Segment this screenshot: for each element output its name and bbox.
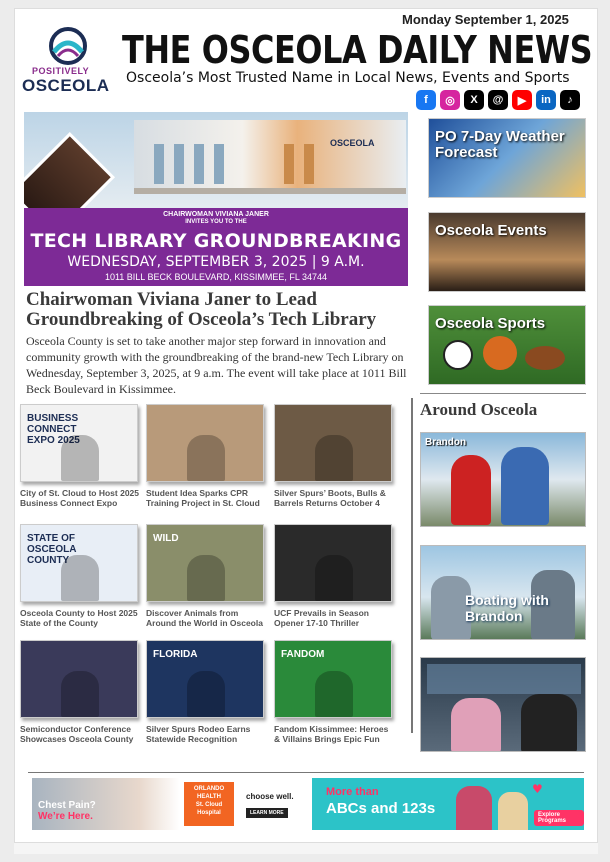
youtube-icon[interactable]: ▶ [512,90,532,110]
ad2-headline: More than [326,786,379,798]
header-date: Monday September 1, 2025 [402,12,569,27]
child-figure [456,786,492,830]
story-caption[interactable]: Silver Spurs Rodeo Earns Statewide Recognition [146,724,251,744]
weather-forecast-label: PO 7-Day Weather Forecast [435,128,565,161]
photo-subject [61,435,99,481]
masthead-title[interactable]: THE OSCEOLA DAILY NEWS [122,28,593,72]
footer-strip [14,842,598,854]
story-caption[interactable]: Discover Animals from Around the World in Osceola [146,608,263,628]
photo-subject [61,671,99,717]
story-card[interactable] [274,640,394,744]
photo-subject [315,671,353,717]
early-learning-ad[interactable] [312,778,584,830]
story-card[interactable] [20,640,140,744]
around-item-label: Boating with Brandon [465,592,549,624]
hero-date: WEDNESDAY, SEPTEMBER 3, 2025 | 9 A.M. [67,254,365,270]
photo-subject [315,435,353,481]
story-card[interactable] [146,404,266,508]
story-caption[interactable]: City of St. Cloud to Host 2025 Business Connect Expo [20,488,140,508]
studio-screens [427,664,581,694]
orlando-health-ad[interactable] [32,778,300,830]
logo-osceola-text: OSCEOLA [22,76,110,95]
explore-programs-button[interactable]: Explore Programs [534,810,584,826]
around-item-studio[interactable] [420,657,586,752]
logo-positively-text: POSITIVELY [32,66,90,76]
story-card[interactable] [20,404,140,508]
ad1-brand: ORLANDO HEALTH [193,786,225,800]
osceola-events-ad[interactable] [428,212,586,292]
story-card[interactable] [20,524,140,628]
photo-subject [315,555,353,601]
heart-icon: ♥ [532,782,543,796]
person-figure [501,447,549,525]
hero-address: 1011 BILL BECK BOULEVARD, KISSIMMEE, FL 34744 [104,272,328,282]
person-figure [521,694,577,752]
person-figure [451,455,491,525]
story-caption[interactable]: Silver Spurs’ Boots, Bulls & Barrels Returns October 4 [274,488,386,508]
osceola-sports-ad[interactable] [428,305,586,385]
story-thumbnail[interactable] [20,404,138,482]
hero-title: TECH LIBRARY GROUNDBREAKING [30,230,402,252]
around-item-boating[interactable] [420,545,586,640]
basketball-icon [483,336,517,370]
social-links [416,90,580,110]
facebook-icon[interactable]: f [416,90,436,110]
around-item-brandon[interactable] [420,432,586,527]
ad1-subheadline: We’re Here. [38,811,93,822]
story-thumbnail[interactable] [274,404,392,482]
hero-banner[interactable] [24,112,408,286]
linkedin-icon[interactable]: in [536,90,556,110]
story-thumbnail[interactable] [146,640,264,718]
story-thumbnail[interactable] [274,524,392,602]
thumbnail-text: WILD [153,533,179,544]
around-osceola-title: Around Osceola [420,400,538,419]
masthead-tagline: Osceola’s Most Trusted Name in Local News, Events and Sports [126,70,570,86]
story-caption[interactable]: Student Idea Sparks CPR Training Project in St. Cloud [146,488,260,508]
hero-sign: OSCEOLA [330,138,375,148]
photo-subject [61,555,99,601]
story-thumbnail[interactable] [146,524,264,602]
story-card[interactable] [274,524,394,628]
story-thumbnail[interactable] [146,404,264,482]
story-card[interactable] [274,404,394,508]
soccer-ball-icon [443,340,473,370]
thumbnail-text: FANDOM [281,649,325,660]
thumbnail-text: BUSINESS CONNECT EXPO 2025 [27,413,80,446]
tiktok-icon[interactable]: ♪ [560,90,580,110]
child-figure [498,792,528,830]
ad1-hospital: St. Cloud Hospital [195,802,223,816]
ad1-headline: Chest Pain? [38,800,96,811]
hero-invite-line1: CHAIRWOMAN VIVIANA JANER [163,211,269,218]
photo-subject [187,435,225,481]
bottom-divider [28,772,584,773]
osceola-sports-label: Osceola Sports [435,315,546,332]
story-card[interactable] [146,524,266,628]
main-story-lede: Osceola County is set to take another major step forward in innovation and community growth with the groundbreaking of the brand-new Tech Library on Wednesday, September 3, 2025, at 9 a.m. The event will take place at 1011 Bill Beck Boulevard in Kissimmee. [26,334,407,396]
hero-building-rendering [134,120,406,194]
story-caption[interactable]: UCF Prevails in Season Opener 17-10 Thriller [274,608,369,628]
ad2-subheadline: ABCs and 123s [326,800,436,817]
positively-osceola-logo[interactable] [20,26,118,98]
main-story-headline[interactable]: Chairwoman Viviana Janer to Lead Groundbreaking of Osceola’s Tech Library [26,289,377,330]
around-divider [420,393,586,394]
story-thumbnail[interactable] [274,640,392,718]
osceola-events-label: Osceola Events [435,222,547,239]
weather-forecast-ad[interactable] [428,118,586,198]
story-card[interactable] [146,640,266,744]
threads-icon[interactable]: @ [488,90,508,110]
ad1-cta: choose well. [246,792,294,801]
thumbnail-text: STATE OF OSCEOLA COUNTY [27,533,77,566]
story-caption[interactable]: Fandom Kissimmee: Heroes & Villains Brings Epic Fun [274,724,389,744]
story-thumbnail[interactable] [20,524,138,602]
instagram-icon[interactable]: ◎ [440,90,460,110]
story-caption[interactable]: Semiconductor Conference Showcases Osceola County [20,724,134,744]
photo-subject [187,555,225,601]
logo-arc-icon [48,26,88,66]
learn-more-button[interactable]: LEARN MORE [246,808,288,818]
hero-invite-line2: INVITES YOU TO THE [185,219,247,225]
thumbnail-text: FLORIDA [153,649,198,660]
story-thumbnail[interactable] [20,640,138,718]
photo-subject [187,671,225,717]
football-icon [525,346,565,370]
x-icon[interactable]: X [464,90,484,110]
person-figure [451,698,501,752]
orlando-health-logo [184,782,234,826]
column-divider [411,398,413,733]
around-item-label: Brandon [425,437,467,448]
story-caption[interactable]: Osceola County to Host 2025 State of the County [20,608,138,628]
